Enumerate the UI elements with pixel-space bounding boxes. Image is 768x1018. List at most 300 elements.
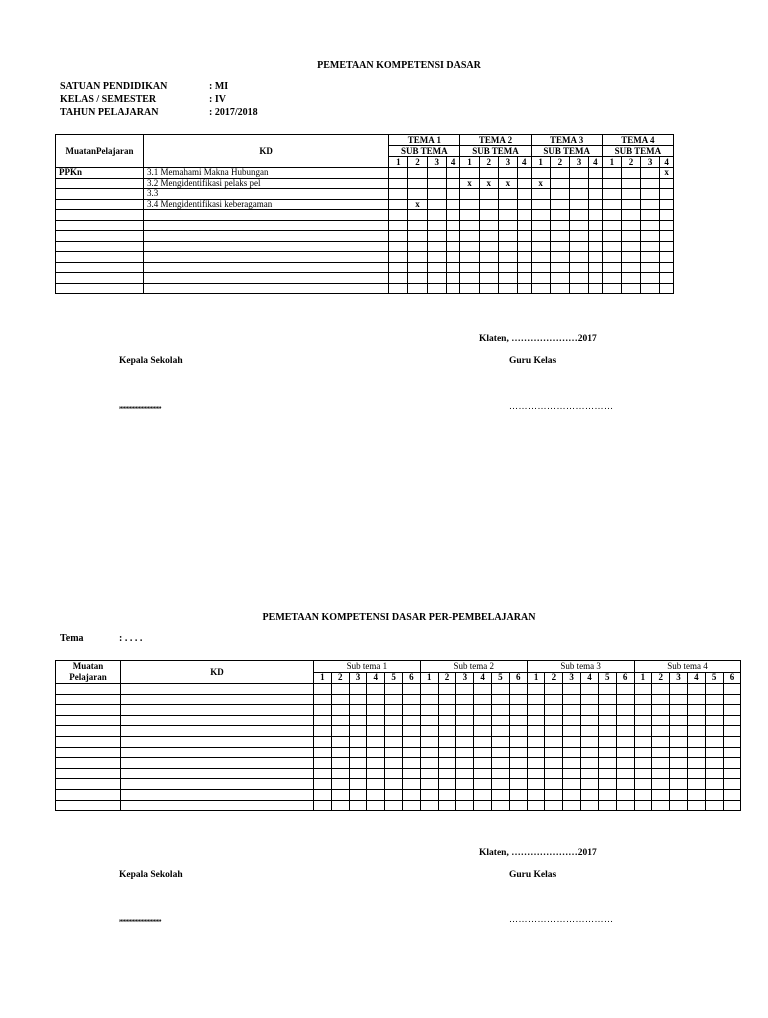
empty-cell [652, 684, 670, 695]
table-row [56, 231, 674, 242]
empty-cell [331, 715, 349, 726]
empty-cell [331, 705, 349, 716]
empty-cell [723, 747, 741, 758]
header-sub-number: 2 [652, 672, 670, 684]
cell-mark [427, 199, 446, 210]
empty-cell [331, 800, 349, 811]
cell-mark [569, 262, 588, 273]
empty-cell [670, 768, 688, 779]
header-sub-number: 6 [616, 672, 634, 684]
info-value-satuan: : MI [209, 81, 229, 92]
empty-cell [687, 747, 705, 758]
empty-cell [56, 768, 121, 779]
doc1-teacher-signature-line: …………………………… [509, 401, 614, 411]
empty-cell [581, 800, 599, 811]
cell-mark [479, 252, 498, 263]
cell-mark [550, 283, 569, 294]
empty-cell [687, 715, 705, 726]
cell-mark [602, 168, 621, 179]
cell-mark [531, 252, 550, 263]
header-tema: TEMA 3 [531, 135, 602, 146]
empty-cell [385, 694, 403, 705]
header-muatan: MuatanPelajaran [56, 135, 144, 168]
empty-cell [598, 747, 616, 758]
header-sub-number: 5 [385, 672, 403, 684]
cell-kd [144, 283, 389, 294]
empty-cell [545, 726, 563, 737]
empty-cell [314, 789, 332, 800]
empty-cell [420, 800, 438, 811]
header-sub-number: 3 [569, 157, 588, 168]
table-row [56, 694, 741, 705]
empty-cell [616, 758, 634, 769]
empty-cell [402, 779, 420, 790]
empty-cell [527, 694, 545, 705]
empty-cell [367, 694, 385, 705]
empty-cell [581, 694, 599, 705]
empty-cell [563, 800, 581, 811]
header-subtema: Sub tema 2 [420, 661, 527, 673]
empty-cell [121, 726, 314, 737]
table-row [56, 726, 741, 737]
cell-mark [498, 220, 517, 231]
empty-cell [545, 800, 563, 811]
doc2-teacher-label: Guru Kelas [509, 870, 557, 880]
empty-cell [563, 726, 581, 737]
cell-mark [460, 199, 479, 210]
empty-cell [474, 726, 492, 737]
empty-cell [652, 705, 670, 716]
empty-cell [456, 715, 474, 726]
empty-cell [456, 726, 474, 737]
empty-cell [723, 779, 741, 790]
cell-muatan: PPKn [56, 168, 144, 179]
empty-cell [385, 705, 403, 716]
empty-cell [56, 789, 121, 800]
header-sub-number: 3 [427, 157, 446, 168]
header-sub-number: 4 [517, 157, 531, 168]
table-row [56, 262, 674, 273]
cell-mark [550, 262, 569, 273]
empty-cell [456, 694, 474, 705]
cell-mark [498, 273, 517, 284]
empty-cell [616, 715, 634, 726]
cell-kd [144, 252, 389, 263]
cell-muatan [56, 252, 144, 263]
cell-mark [602, 189, 621, 200]
cell-mark [460, 210, 479, 221]
empty-cell [349, 726, 367, 737]
empty-cell [509, 779, 527, 790]
table-row [56, 768, 741, 779]
empty-cell [420, 684, 438, 695]
cell-mark [550, 252, 569, 263]
cell-mark [389, 283, 408, 294]
header-sub-tema: SUB TEMA [602, 146, 673, 157]
empty-cell [598, 726, 616, 737]
cell-mark [550, 231, 569, 242]
empty-cell [723, 726, 741, 737]
header-row [56, 135, 674, 146]
empty-cell [687, 705, 705, 716]
empty-cell [598, 736, 616, 747]
empty-cell [474, 768, 492, 779]
empty-cell [456, 684, 474, 695]
empty-cell [670, 747, 688, 758]
empty-cell [581, 726, 599, 737]
empty-cell [474, 715, 492, 726]
cell-kd [144, 231, 389, 242]
cell-mark [517, 210, 531, 221]
header-row [56, 661, 741, 673]
cell-mark [641, 241, 660, 252]
empty-cell [545, 768, 563, 779]
table-row [56, 684, 741, 695]
header-sub-tema: SUB TEMA [460, 146, 531, 157]
cell-kd [144, 241, 389, 252]
empty-cell [563, 715, 581, 726]
cell-mark [460, 189, 479, 200]
cell-mark [389, 189, 408, 200]
cell-mark [479, 231, 498, 242]
empty-cell [474, 747, 492, 758]
cell-mark [531, 168, 550, 179]
header-kd: KD [144, 135, 389, 168]
empty-cell [598, 800, 616, 811]
empty-cell [598, 705, 616, 716]
empty-cell [402, 747, 420, 758]
empty-cell [331, 726, 349, 737]
cell-mark [446, 231, 460, 242]
empty-cell [349, 705, 367, 716]
empty-cell [670, 694, 688, 705]
cell-muatan [56, 283, 144, 294]
cell-mark [517, 199, 531, 210]
header-sub-number: 1 [314, 672, 332, 684]
empty-cell [527, 758, 545, 769]
cell-mark [531, 262, 550, 273]
empty-cell [438, 747, 456, 758]
empty-cell [616, 684, 634, 695]
cell-mark [517, 262, 531, 273]
cell-mark [589, 220, 603, 231]
empty-cell [56, 705, 121, 716]
tema-label: Tema [60, 633, 84, 644]
empty-cell [581, 705, 599, 716]
doc2-place-date: Klaten, …………………2017 [479, 848, 597, 858]
empty-cell [670, 789, 688, 800]
header-kd: KD [121, 661, 314, 684]
cell-mark [460, 231, 479, 242]
empty-cell [367, 747, 385, 758]
empty-cell [563, 758, 581, 769]
cell-mark [602, 199, 621, 210]
cell-mark [408, 178, 427, 189]
cell-mark: x [660, 168, 674, 179]
empty-cell [652, 736, 670, 747]
cell-mark [427, 189, 446, 200]
empty-cell [420, 694, 438, 705]
cell-kd: 3.3 [144, 189, 389, 200]
cell-mark [641, 262, 660, 273]
empty-cell [367, 779, 385, 790]
cell-mark [389, 273, 408, 284]
info-value-kelas: : IV [209, 94, 226, 105]
empty-cell [492, 736, 510, 747]
cell-mark [621, 178, 640, 189]
cell-mark [498, 283, 517, 294]
cell-mark [408, 189, 427, 200]
cell-mark [550, 210, 569, 221]
cell-mark [446, 168, 460, 179]
empty-cell [581, 715, 599, 726]
header-sub-number: 6 [723, 672, 741, 684]
empty-cell [634, 736, 652, 747]
cell-mark [569, 231, 588, 242]
cell-mark [479, 168, 498, 179]
empty-cell [314, 715, 332, 726]
empty-cell [545, 705, 563, 716]
header-sub-number: 5 [598, 672, 616, 684]
cell-mark [517, 178, 531, 189]
empty-cell [121, 705, 314, 716]
empty-cell [670, 758, 688, 769]
cell-mark [602, 231, 621, 242]
cell-mark [621, 283, 640, 294]
header-sub-number: 1 [389, 157, 408, 168]
empty-cell [527, 705, 545, 716]
empty-cell [545, 789, 563, 800]
empty-cell [349, 789, 367, 800]
empty-cell [121, 800, 314, 811]
header-sub-number: 5 [705, 672, 723, 684]
empty-cell [385, 726, 403, 737]
empty-cell [616, 789, 634, 800]
cell-mark [446, 273, 460, 284]
empty-cell [563, 779, 581, 790]
cell-mark [589, 273, 603, 284]
cell-mark [641, 178, 660, 189]
kd-mapping-table [55, 134, 674, 294]
cell-mark [569, 210, 588, 221]
cell-mark [427, 168, 446, 179]
table-row [56, 779, 741, 790]
cell-mark [427, 283, 446, 294]
cell-muatan [56, 210, 144, 221]
empty-cell [527, 736, 545, 747]
cell-mark [446, 283, 460, 294]
empty-cell [509, 758, 527, 769]
empty-cell [705, 694, 723, 705]
empty-cell [385, 789, 403, 800]
cell-mark [641, 189, 660, 200]
empty-cell [652, 747, 670, 758]
empty-cell [314, 684, 332, 695]
table-row [56, 189, 674, 200]
cell-mark [498, 189, 517, 200]
empty-cell [634, 747, 652, 758]
empty-cell [616, 694, 634, 705]
cell-kd: 3.4 Mengidentifikasi keberagaman [144, 199, 389, 210]
table-row [56, 168, 674, 179]
cell-mark [550, 189, 569, 200]
empty-cell [331, 747, 349, 758]
cell-mark [550, 273, 569, 284]
cell-mark [550, 178, 569, 189]
cell-mark [408, 210, 427, 221]
empty-cell [581, 789, 599, 800]
cell-mark [602, 210, 621, 221]
header-sub-number: 3 [498, 157, 517, 168]
empty-cell [705, 705, 723, 716]
empty-cell [687, 694, 705, 705]
empty-cell [56, 684, 121, 695]
header-sub-number: 3 [456, 672, 474, 684]
cell-mark [479, 273, 498, 284]
empty-cell [616, 768, 634, 779]
empty-cell [581, 758, 599, 769]
cell-mark [621, 231, 640, 242]
empty-cell [687, 779, 705, 790]
cell-mark [531, 189, 550, 200]
cell-mark [446, 210, 460, 221]
empty-cell [634, 684, 652, 695]
empty-cell [367, 726, 385, 737]
cell-mark [589, 262, 603, 273]
cell-mark [460, 262, 479, 273]
cell-mark [498, 210, 517, 221]
cell-mark [660, 241, 674, 252]
empty-cell [349, 768, 367, 779]
cell-mark [641, 231, 660, 242]
empty-cell [509, 705, 527, 716]
cell-muatan [56, 199, 144, 210]
empty-cell [670, 684, 688, 695]
header-sub-number: 3 [641, 157, 660, 168]
header-tema: TEMA 1 [389, 135, 460, 146]
empty-cell [438, 694, 456, 705]
empty-cell [527, 779, 545, 790]
cell-muatan [56, 231, 144, 242]
cell-mark [460, 252, 479, 263]
table-row [56, 747, 741, 758]
empty-cell [438, 768, 456, 779]
empty-cell [121, 736, 314, 747]
empty-cell [438, 715, 456, 726]
empty-cell [402, 705, 420, 716]
empty-cell [598, 789, 616, 800]
empty-cell [385, 779, 403, 790]
empty-cell [687, 736, 705, 747]
cell-mark [389, 210, 408, 221]
empty-cell [492, 768, 510, 779]
empty-cell [456, 747, 474, 758]
empty-cell [420, 747, 438, 758]
empty-cell [438, 758, 456, 769]
empty-cell [563, 736, 581, 747]
cell-mark [408, 252, 427, 263]
cell-mark [641, 273, 660, 284]
doc2-principal-label: Kepala Sekolah [119, 870, 183, 880]
cell-mark [446, 189, 460, 200]
table-row [56, 252, 674, 263]
table-row [56, 283, 674, 294]
header-sub-number: 4 [367, 672, 385, 684]
cell-mark [517, 283, 531, 294]
empty-cell [545, 747, 563, 758]
cell-mark [660, 210, 674, 221]
cell-mark [602, 283, 621, 294]
empty-cell [420, 726, 438, 737]
cell-mark [602, 220, 621, 231]
empty-cell [705, 684, 723, 695]
empty-cell [314, 758, 332, 769]
table-row [56, 210, 674, 221]
empty-cell [420, 758, 438, 769]
info-value-tahun: : 2017/2018 [209, 107, 258, 118]
empty-cell [56, 747, 121, 758]
table-row [56, 715, 741, 726]
cell-kd: 3.2 Mengidentifikasi pelaks pel [144, 178, 389, 189]
empty-cell [314, 800, 332, 811]
cell-mark [569, 252, 588, 263]
empty-cell [314, 747, 332, 758]
cell-mark [550, 220, 569, 231]
header-sub-number: 4 [446, 157, 460, 168]
header-sub-tema: SUB TEMA [389, 146, 460, 157]
header-sub-number: 6 [402, 672, 420, 684]
cell-mark [517, 189, 531, 200]
cell-mark [479, 241, 498, 252]
empty-cell [563, 694, 581, 705]
empty-cell [723, 758, 741, 769]
empty-cell [652, 800, 670, 811]
cell-mark [446, 220, 460, 231]
cell-mark [408, 168, 427, 179]
empty-cell [492, 684, 510, 695]
doc1-principal-signature-line: ,,,,,,,,,,,,,,,,,,,,,,,,,,,, [119, 401, 161, 410]
header-sub-number: 1 [420, 672, 438, 684]
empty-cell [670, 715, 688, 726]
empty-cell [56, 779, 121, 790]
cell-mark [498, 168, 517, 179]
cell-mark [621, 241, 640, 252]
cell-mark [427, 231, 446, 242]
table-row [56, 800, 741, 811]
table-row [56, 758, 741, 769]
doc2-teacher-signature-line: …………………………… [509, 914, 614, 924]
cell-mark [569, 241, 588, 252]
cell-mark [389, 220, 408, 231]
header-sub-tema: SUB TEMA [531, 146, 602, 157]
empty-cell [402, 768, 420, 779]
empty-cell [349, 736, 367, 747]
cell-mark [427, 220, 446, 231]
table-row [56, 273, 674, 284]
empty-cell [545, 715, 563, 726]
empty-cell [314, 768, 332, 779]
cell-mark [660, 199, 674, 210]
cell-mark [602, 252, 621, 263]
header-sub-number: 3 [563, 672, 581, 684]
empty-cell [705, 779, 723, 790]
empty-cell [652, 726, 670, 737]
empty-cell [349, 747, 367, 758]
empty-cell [723, 684, 741, 695]
empty-cell [670, 705, 688, 716]
cell-mark [602, 241, 621, 252]
cell-mark [550, 199, 569, 210]
